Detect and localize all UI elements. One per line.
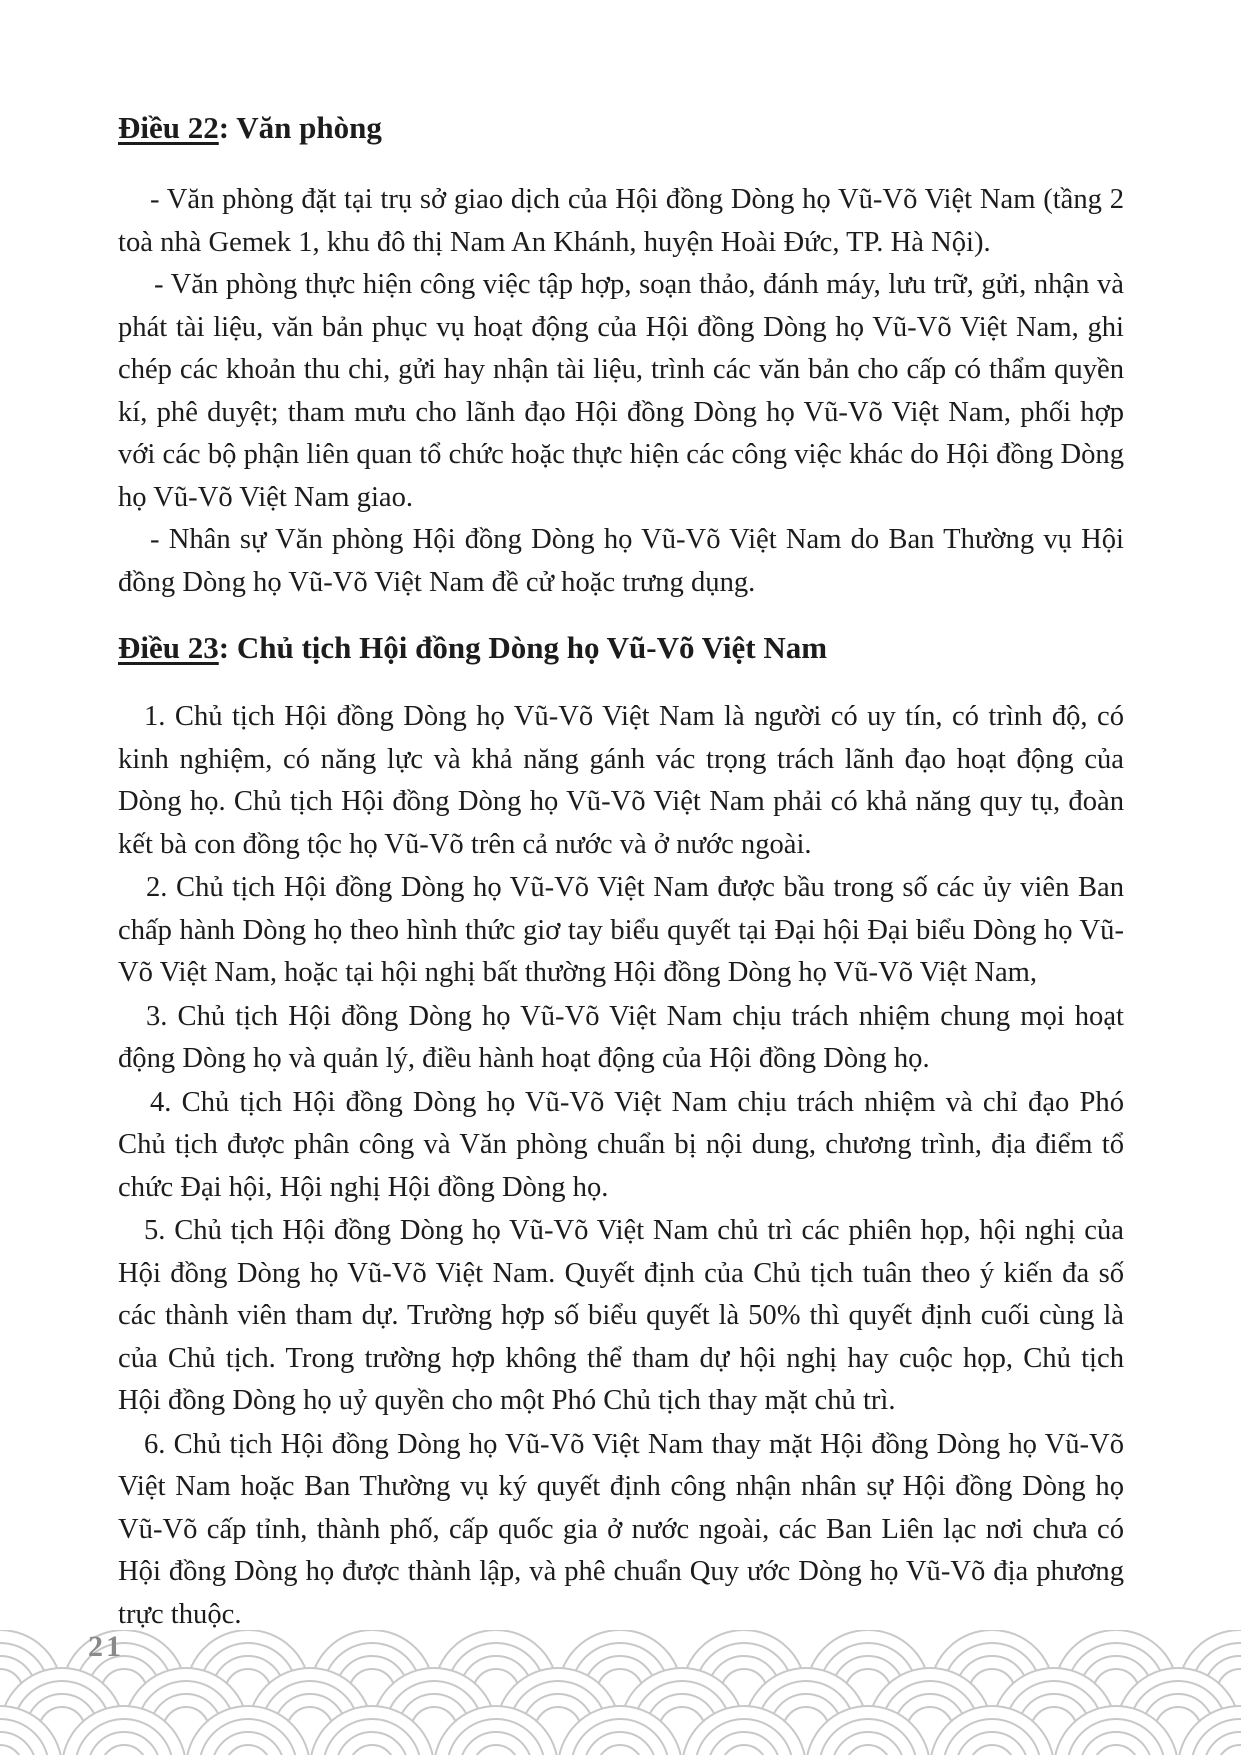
article-23-heading	[118, 628, 1124, 668]
wave-pattern-decoration	[0, 1630, 1241, 1755]
article-23-clause-1: 1. Chủ tịch Hội đồng Dòng họ Vũ-Võ Việt Nam là người có uy tín, có trình độ, có kinh nghiệm, có năng lực và khả năng gánh vác trọng trách lãnh đạo hoạt động của Dòng họ. Chủ tịch Hội đồng Dòng họ Vũ-Võ Việt Nam phải có khả năng quy tụ, đoàn kết bà con đồng tộc họ Vũ-Võ trên cả nước và ở nước ngoài.	[118, 701, 1124, 860]
article-23-clause-3: 3. Chủ tịch Hội đồng Dòng họ Vũ-Võ Việt Nam chịu trách nhiệm chung mọi hoạt động Dòng họ và quản lý, điều hành hoạt động của Hội đồng Dòng họ.	[118, 1000, 1124, 1074]
article-23-clause-5: 5. Chủ tịch Hội đồng Dòng họ Vũ-Võ Việt Nam chủ trì các phiên họp, hội nghị của Hội đồng Dòng họ Vũ-Võ Việt Nam. Quyết định của Chủ tịch tuân theo ý kiến đa số các thành viên tham dự. Trường hợp số biểu quyết là 50% thì quyết định cuối cùng là của Chủ tịch. Trong trường hợp không thể tham dự hội nghị hay cuộc họp, Chủ tịch Hội đồng Dòng họ uỷ quyền cho một Phó Chủ tịch thay mặt chủ trì.	[118, 1215, 1124, 1416]
page-content	[118, 108, 1124, 1636]
article-22-paragraph-2: - Văn phòng thực hiện công việc tập hợp, soạn thảo, đánh máy, lưu trữ, gửi, nhận và phát tài liệu, văn bản phục vụ hoạt động của Hội đồng Dòng họ Vũ-Võ Việt Nam, ghi chép các khoản thu chi, gửi hay nhận tài liệu, trình các văn bản cho cấp có thẩm quyền kí, phê duyệt; tham mưu cho lãnh đạo Hội đồng Dòng họ Vũ-Võ Việt Nam, phối hợp với các bộ phận liên quan tổ chức hoặc thực hiện các công việc khác do Hội đồng Dòng họ Vũ-Võ Việt Nam giao.	[118, 269, 1124, 513]
article-22-heading	[118, 108, 1124, 148]
article-22-paragraph-3: - Nhân sự Văn phòng Hội đồng Dòng họ Vũ-Võ Việt Nam do Ban Thường vụ Hội đồng Dòng họ Vũ-Võ Việt Nam đề cử hoặc trưng dụng.	[118, 524, 1124, 598]
article-23-title: : Chủ tịch Hội đồng Dòng họ Vũ-Võ Việt Nam	[218, 630, 828, 665]
article-23-number: Điều 23	[118, 630, 219, 665]
article-23-clause-6: 6. Chủ tịch Hội đồng Dòng họ Vũ-Võ Việt Nam thay mặt Hội đồng Dòng họ Vũ-Võ Việt Nam hoặc Ban Thường vụ ký quyết định công nhận nhân sự Hội đồng Dòng họ Vũ-Võ cấp tỉnh, thành phố, cấp quốc gia ở nước ngoài, các Ban Liên lạc nơi chưa có Hội đồng Dòng họ được thành lập, và phê chuẩn Quy ước Dòng họ Vũ-Võ địa phương trực thuộc.	[118, 1428, 1124, 1630]
article-22-number: Điều 22	[118, 110, 219, 145]
article-22-title: : Văn phòng	[218, 110, 382, 145]
page-number: 21	[88, 1630, 124, 1663]
article-23-clause-4: 4. Chủ tịch Hội đồng Dòng họ Vũ-Võ Việt Nam chịu trách nhiệm và chỉ đạo Phó Chủ tịch được phân công và Văn phòng chuẩn bị nội dung, chương trình, địa điểm tổ chức Đại hội, Hội nghị Hội đồng Dòng họ.	[118, 1086, 1124, 1203]
article-23-clause-2: 2. Chủ tịch Hội đồng Dòng họ Vũ-Võ Việt Nam được bầu trong số các ủy viên Ban chấp hành Dòng họ theo hình thức giơ tay biểu quyết tại Đại hội Đại biểu Dòng họ Vũ-Võ Việt Nam, hoặc tại hội nghị bất thường Hội đồng Dòng họ Vũ-Võ Việt Nam,	[118, 872, 1124, 988]
article-22-paragraph-1: - Văn phòng đặt tại trụ sở giao dịch của Hội đồng Dòng họ Vũ-Võ Việt Nam (tầng 2 toà nhà Gemek 1, khu đô thị Nam An Khánh, huyện Hoài Đức, TP. Hà Nội).	[118, 184, 1124, 258]
